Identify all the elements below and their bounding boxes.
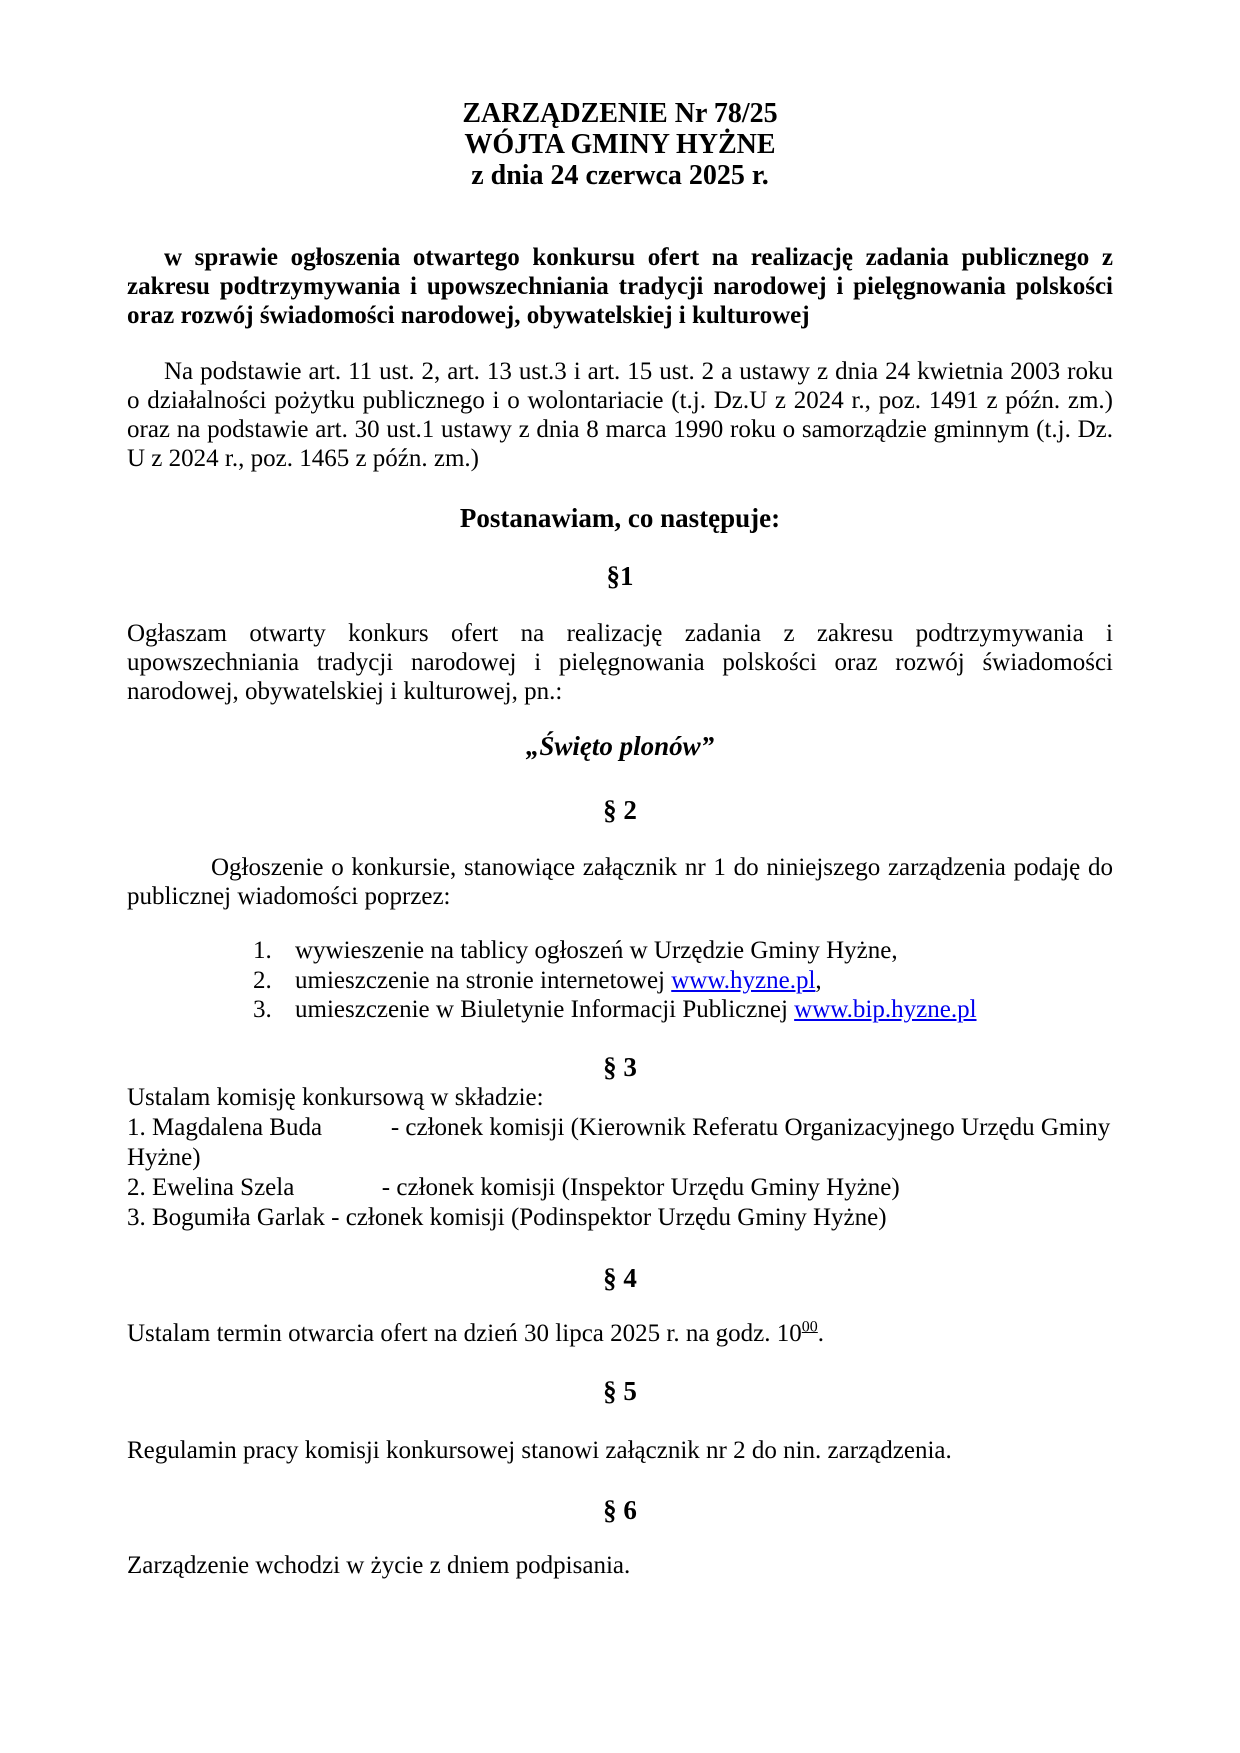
document-title-line-2: WÓJTA GMINY HYŻNE bbox=[464, 129, 776, 160]
section5-heading: § 5 bbox=[603, 1375, 637, 1406]
deadline-paragraph bbox=[127, 1319, 1113, 1348]
announcement-list bbox=[127, 936, 1113, 1025]
regulations-paragraph: Regulamin pracy komisji konkursowej stanowi załącznik nr 2 do nin. zarządzenia. bbox=[127, 1436, 952, 1464]
deadline-text: Ustalam termin otwarcia ofert na dzień 30 lipca 2025 r. na godz. 10 bbox=[127, 1319, 802, 1347]
item-text bbox=[295, 995, 977, 1025]
item-number: 2. bbox=[253, 966, 272, 994]
committee-block bbox=[127, 1083, 1113, 1233]
subject-paragraph: w sprawie ogłoszenia otwartego konkursu ofert na realizację zadania publicznego z zakresu podtrzymywania i upowszechniania tradycji narodowej i pielęgnowania polskości oraz rozwój świadomości narodowej, obywatelskiej i kulturowej bbox=[127, 244, 1113, 329]
item-text: wywieszenie na tablicy ogłoszeń w Urzędzie Gminy Hyżne, bbox=[295, 937, 898, 964]
resolution-heading: Postanawiam, co następuje: bbox=[459, 503, 781, 533]
committee-line: 1. Magdalena Buda - członek komisji (Kierownik Referatu Organizacyjnego Urzędu Gminy bbox=[127, 1113, 1111, 1141]
document-title bbox=[127, 98, 1113, 191]
document-title-line-3: z dnia 24 czerwca 2025 r. bbox=[471, 160, 769, 191]
committee-line: Hyżne) bbox=[127, 1143, 201, 1171]
section3-heading: § 3 bbox=[603, 1051, 637, 1082]
item-text-before-link: umieszczenie na stronie internetowej bbox=[295, 966, 672, 994]
list-item bbox=[253, 936, 1113, 966]
legal-basis-paragraph: Na podstawie art. 11 ust. 2, art. 13 ust.3 i art. 15 ust. 2 a ustawy z dnia 24 kwietnia 2003 roku o działalności pożytku publicznego i o wolontariacie (t.j. Dz.U z 2024 r., poz. 1491 z późn. zm.) oraz na podstawie art. 30 ust.1 ustawy z dnia 8 marca 1990 roku o samorządzie gminnym (t.j. Dz. U z 2024 r., poz. 1465 z późn. zm.) bbox=[127, 358, 1113, 472]
bip-hyzne-link[interactable]: www.bip.hyzne.pl bbox=[794, 996, 977, 1023]
list-item bbox=[253, 966, 1113, 996]
section1-heading: §1 bbox=[606, 561, 634, 591]
item-text-before-link: umieszczenie w Biuletynie Informacji Publicznej bbox=[295, 996, 795, 1023]
section2-heading: § 2 bbox=[603, 795, 637, 825]
list-item bbox=[253, 995, 1113, 1025]
document-title-line-1: ZARZĄDZENIE Nr 78/25 bbox=[462, 98, 778, 129]
section2-intro: Ogłoszenie o konkursie, stanowiące załącznik nr 1 do niniejszego zarządzenia podaję do publicznej wiadomości poprzez: bbox=[127, 854, 1113, 910]
section4-heading: § 4 bbox=[603, 1262, 637, 1293]
deadline-period: . bbox=[817, 1319, 825, 1347]
section1-body: Ogłaszam otwarty konkurs ofert na realizację zadania z zakresu podtrzymywania i upowszechniania tradycji narodowej i pielęgnowania polskości oraz rozwój świadomości narodowej, obywatelskiej i kulturowej, pn.: bbox=[127, 620, 1113, 705]
committee-line: 2. Ewelina Szela - członek komisji (Inspektor Urzędu Gminy Hyżne) bbox=[127, 1173, 900, 1201]
item-text-suffix: , bbox=[815, 966, 822, 994]
hyzne-website-link[interactable]: www.hyzne.pl bbox=[671, 966, 816, 994]
item-text bbox=[295, 966, 822, 996]
event-name: „Święto plonów” bbox=[525, 731, 715, 761]
item-number: 3. bbox=[253, 996, 272, 1023]
committee-line: 3. Bogumiła Garlak - członek komisji (Podinspektor Urzędu Gminy Hyżne) bbox=[127, 1203, 887, 1231]
effective-date-paragraph: Zarządzenie wchodzi w życie z dniem podpisania. bbox=[127, 1551, 631, 1579]
committee-intro: Ustalam komisję konkursową w składzie: bbox=[127, 1083, 544, 1111]
time-superscript: 00 bbox=[801, 1318, 818, 1336]
section6-heading: § 6 bbox=[603, 1494, 637, 1525]
item-number: 1. bbox=[253, 937, 272, 964]
